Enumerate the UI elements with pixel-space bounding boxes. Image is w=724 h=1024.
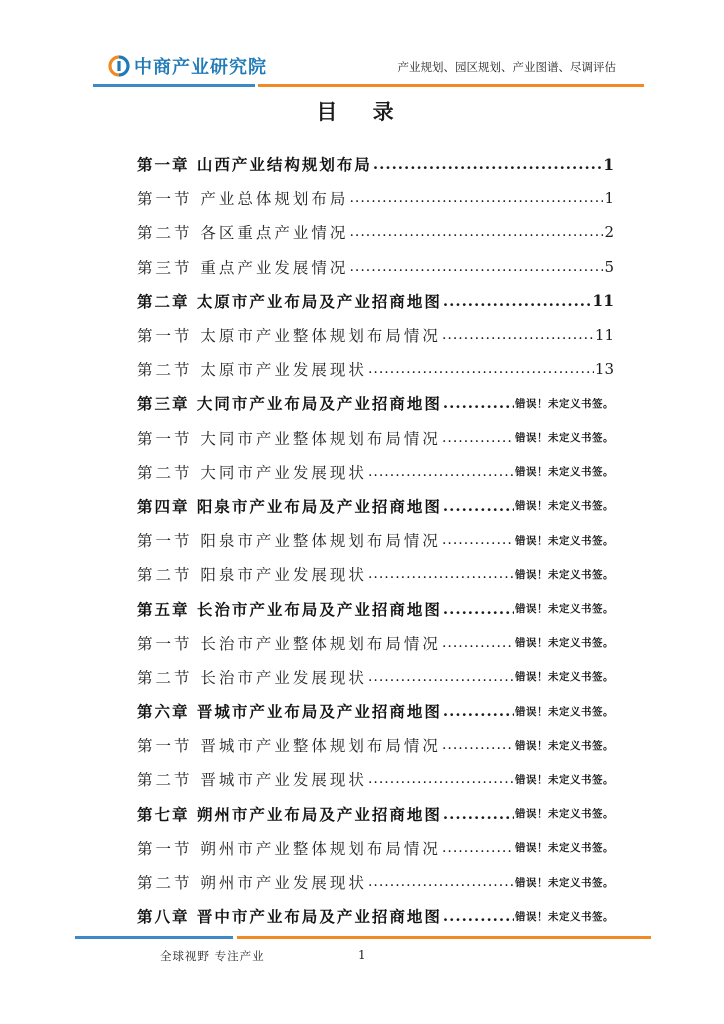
- toc-entry-label: 第一节 太原市产业整体规划布局情况: [137, 327, 441, 346]
- toc-entry-label: 第四章 阳泉市产业布局及产业招商地图: [137, 497, 442, 516]
- toc-section-entry[interactable]: [137, 215, 614, 249]
- toc-dot-leader: [368, 464, 514, 480]
- toc-entry-page: 2: [604, 223, 614, 242]
- toc-entry-label: 第二节 大同市产业发展现状: [137, 463, 367, 482]
- toc-dot-leader: [443, 497, 514, 515]
- toc-entry-label: 第一节 晋城市产业整体规划布局情况: [137, 737, 441, 756]
- toc-entry-label: 第一章 山西产业结构规划布局: [137, 156, 372, 175]
- toc-entry-page: 5: [604, 257, 614, 276]
- toc-entry-label: 第一节 大同市产业整体规划布局情况: [137, 429, 441, 448]
- toc-section-entry[interactable]: [137, 181, 614, 215]
- toc-dot-leader: [442, 532, 514, 548]
- toc-dot-leader: [442, 635, 514, 651]
- footer-page-number: 1: [358, 948, 366, 962]
- toc-entry-page: 错误！未定义书签。: [515, 705, 614, 718]
- page-header: [0, 0, 724, 95]
- toc-entry-label: 第八章 晋中市产业布局及产业招商地图: [137, 908, 442, 927]
- toc-entry-label: 第七章 朔州市产业布局及产业招商地图: [137, 805, 442, 824]
- toc-entry-label: 第一节 阳泉市产业整体规划布局情况: [137, 532, 441, 551]
- header-tagline: 产业规划、园区规划、产业图谱、尽调评估: [397, 60, 616, 74]
- page-title: 目 录: [316, 99, 408, 124]
- toc-entry-page: 错误！未定义书签。: [515, 808, 614, 821]
- company-logo: [108, 53, 267, 79]
- toc-dot-leader: [368, 669, 514, 685]
- toc-entry-label: 第三节 重点产业发展情况: [137, 258, 349, 277]
- toc-dot-leader: [442, 430, 514, 446]
- toc-entry-page: 错误！未定义书签。: [515, 568, 614, 581]
- toc-dot-leader: [443, 805, 514, 823]
- toc-section-entry[interactable]: [137, 865, 614, 899]
- toc-entry-label: 第二节 朔州市产业发展现状: [137, 874, 367, 893]
- toc-dot-leader: [349, 224, 603, 240]
- toc-section-entry[interactable]: [137, 352, 614, 386]
- toc-dot-leader: [443, 702, 514, 720]
- toc-chapter-entry[interactable]: [137, 284, 614, 318]
- toc-entry-page: 错误！未定义书签。: [515, 397, 614, 410]
- toc-entry-page: 1: [603, 154, 614, 174]
- toc-entry-page: 错误！未定义书签。: [515, 876, 614, 889]
- toc-section-entry[interactable]: [137, 523, 614, 557]
- toc-entry-label: 第二节 晋城市产业发展现状: [137, 771, 367, 790]
- toc-entry-label: 第三章 大同市产业布局及产业招商地图: [137, 395, 442, 414]
- toc-entry-label: 第二节 阳泉市产业发展现状: [137, 566, 367, 585]
- toc-dot-leader: [443, 394, 514, 412]
- toc-entry-label: 第一节 产业总体规划布局: [137, 190, 349, 209]
- header-divider-orange: [258, 84, 644, 87]
- toc-section-entry[interactable]: [137, 250, 614, 284]
- toc-section-entry[interactable]: [137, 660, 614, 694]
- toc-entry-label: 第二节 长治市产业发展现状: [137, 668, 367, 687]
- toc-section-entry[interactable]: [137, 762, 614, 796]
- toc-entry-page: 错误！未定义书签。: [515, 910, 614, 923]
- table-of-contents: [137, 147, 614, 933]
- toc-entry-label: 第一节 长治市产业整体规划布局情况: [137, 634, 441, 653]
- toc-entry-page: 1: [604, 189, 614, 208]
- toc-dot-leader: [349, 259, 603, 275]
- toc-dot-leader: [368, 874, 514, 890]
- toc-chapter-entry[interactable]: [137, 386, 614, 420]
- toc-section-entry[interactable]: [137, 831, 614, 865]
- toc-entry-label: 第二节 太原市产业发展现状: [137, 361, 367, 380]
- toc-section-entry[interactable]: [137, 557, 614, 591]
- toc-entry-page: 错误！未定义书签。: [515, 466, 614, 479]
- toc-chapter-entry[interactable]: [137, 694, 614, 728]
- toc-dot-leader: [373, 155, 602, 173]
- footer-slogan: 全球视野 专注产业: [160, 949, 265, 963]
- toc-entry-page: 错误！未定义书签。: [515, 842, 614, 855]
- toc-chapter-entry[interactable]: [137, 797, 614, 831]
- toc-entry-page: 错误！未定义书签。: [515, 432, 614, 445]
- toc-entry-label: 第六章 晋城市产业布局及产业招商地图: [137, 703, 442, 722]
- toc-dot-leader: [443, 907, 514, 925]
- toc-section-entry[interactable]: [137, 626, 614, 660]
- toc-entry-page: 11: [594, 326, 614, 345]
- toc-entry-page: 11: [592, 291, 614, 311]
- header-divider-blue: [93, 84, 255, 87]
- footer-divider-blue: [75, 936, 233, 939]
- toc-entry-page: 错误！未定义书签。: [515, 534, 614, 547]
- toc-dot-leader: [442, 840, 514, 856]
- toc-dot-leader: [442, 737, 514, 753]
- toc-section-entry[interactable]: [137, 318, 614, 352]
- toc-entry-page: 错误！未定义书签。: [515, 739, 614, 752]
- toc-entry-page: 错误！未定义书签。: [515, 500, 614, 513]
- logo-mark-icon: [108, 55, 130, 77]
- toc-chapter-entry[interactable]: [137, 489, 614, 523]
- toc-chapter-entry[interactable]: [137, 147, 614, 181]
- toc-entry-label: 第一节 朔州市产业整体规划布局情况: [137, 839, 441, 858]
- toc-entry-page: 错误！未定义书签。: [515, 773, 614, 786]
- toc-entry-page: 错误！未定义书签。: [515, 637, 614, 650]
- toc-dot-leader: [368, 361, 594, 377]
- toc-dot-leader: [443, 600, 514, 618]
- toc-entry-page: 13: [594, 360, 614, 379]
- toc-section-entry[interactable]: [137, 728, 614, 762]
- toc-chapter-entry[interactable]: [137, 899, 614, 933]
- footer-divider-orange: [237, 936, 651, 939]
- toc-dot-leader: [368, 771, 514, 787]
- toc-section-entry[interactable]: [137, 455, 614, 489]
- toc-section-entry[interactable]: [137, 421, 614, 455]
- toc-chapter-entry[interactable]: [137, 591, 614, 625]
- toc-entry-label: 第二章 太原市产业布局及产业招商地图: [137, 292, 442, 311]
- toc-dot-leader: [349, 190, 603, 206]
- toc-entry-label: 第二节 各区重点产业情况: [137, 224, 349, 243]
- toc-entry-label: 第五章 长治市产业布局及产业招商地图: [137, 600, 442, 619]
- toc-entry-page: 错误！未定义书签。: [515, 671, 614, 684]
- toc-dot-leader: [368, 566, 514, 582]
- toc-dot-leader: [442, 327, 594, 343]
- toc-dot-leader: [443, 292, 592, 310]
- toc-entry-page: 错误！未定义书签。: [515, 603, 614, 616]
- logo-text: 中商产业研究院: [134, 57, 267, 78]
